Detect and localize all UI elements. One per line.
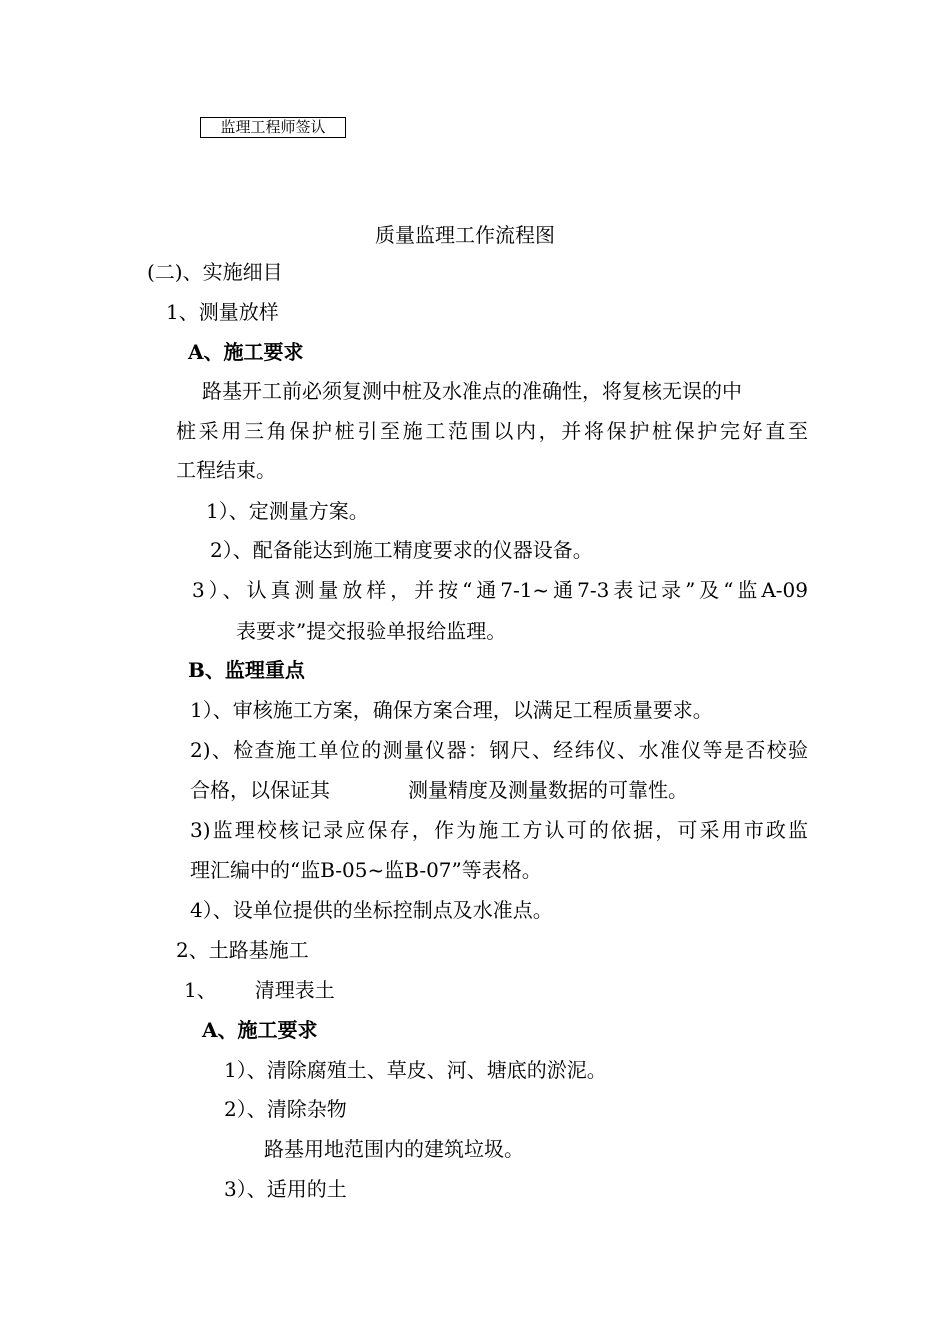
list-item: 2）、配备能达到施工精度要求的仪器设备。 [210, 538, 593, 562]
flowchart-title: 质量监理工作流程图 [375, 223, 555, 247]
list-item-continuation: 理汇编中的“监B-05~监B-07”等表格。 [190, 858, 542, 882]
subsection-heading-subgrade: 2、土路基施工 [176, 938, 309, 962]
list-item: 3)监理校核记录应保存，作为施工方认可的依据，可采用市政监 [190, 818, 808, 842]
paragraph-line: 工程结束。 [176, 458, 276, 482]
list-item: 2)、检查施工单位的测量仪器：钢尺、经纬仪、水准仪等是否校验 [190, 738, 808, 762]
list-item: 3）、认真测量放样，并按“通7-1~通7-3表记录”及“监A-09 [192, 578, 808, 602]
sub-item-number: 1、 [184, 978, 217, 1002]
sub-item-heading [184, 977, 335, 1003]
construction-requirements-heading: A、施工要求 [202, 1018, 318, 1042]
list-item: 4）、设单位提供的坐标控制点及水准点。 [190, 898, 553, 922]
paragraph-line: 路基开工前必须复测中桩及水准点的准确性，将复核无误的中 [202, 379, 742, 403]
section-heading: (二)、实施细目 [147, 260, 283, 284]
list-item-continuation: 路基用地范围内的建筑垃圾。 [264, 1137, 524, 1161]
list-item: 1）、定测量方案。 [206, 499, 369, 523]
list-item-continuation [190, 777, 688, 803]
paragraph-line: 桩采用三角保护桩引至施工范围以内，并将保护桩保护完好直至 [176, 419, 808, 443]
list-item: 2）、清除杂物 [224, 1097, 347, 1121]
list-item-continuation: 表要求”提交报验单报给监理。 [236, 619, 507, 643]
list-item: 3）、适用的土 [224, 1177, 347, 1201]
list-item: 1）、清除腐殖土、草皮、河、塘底的淤泥。 [224, 1058, 607, 1082]
sub-item-title: 清理表土 [254, 978, 335, 1002]
list-item-continuation-part: 测量精度及测量数据的可靠性。 [408, 778, 688, 802]
supervision-focus-heading: B、监理重点 [188, 658, 305, 682]
subsection-heading-survey: 1、测量放样 [166, 300, 279, 324]
construction-requirements-heading: A、施工要求 [188, 340, 304, 364]
engineer-signoff-box: 监理工程师签认 [200, 117, 346, 138]
list-item: 1）、审核施工方案，确保方案合理，以满足工程质量要求。 [190, 698, 713, 722]
list-item-continuation-part: 合格，以保证其 [190, 778, 330, 802]
